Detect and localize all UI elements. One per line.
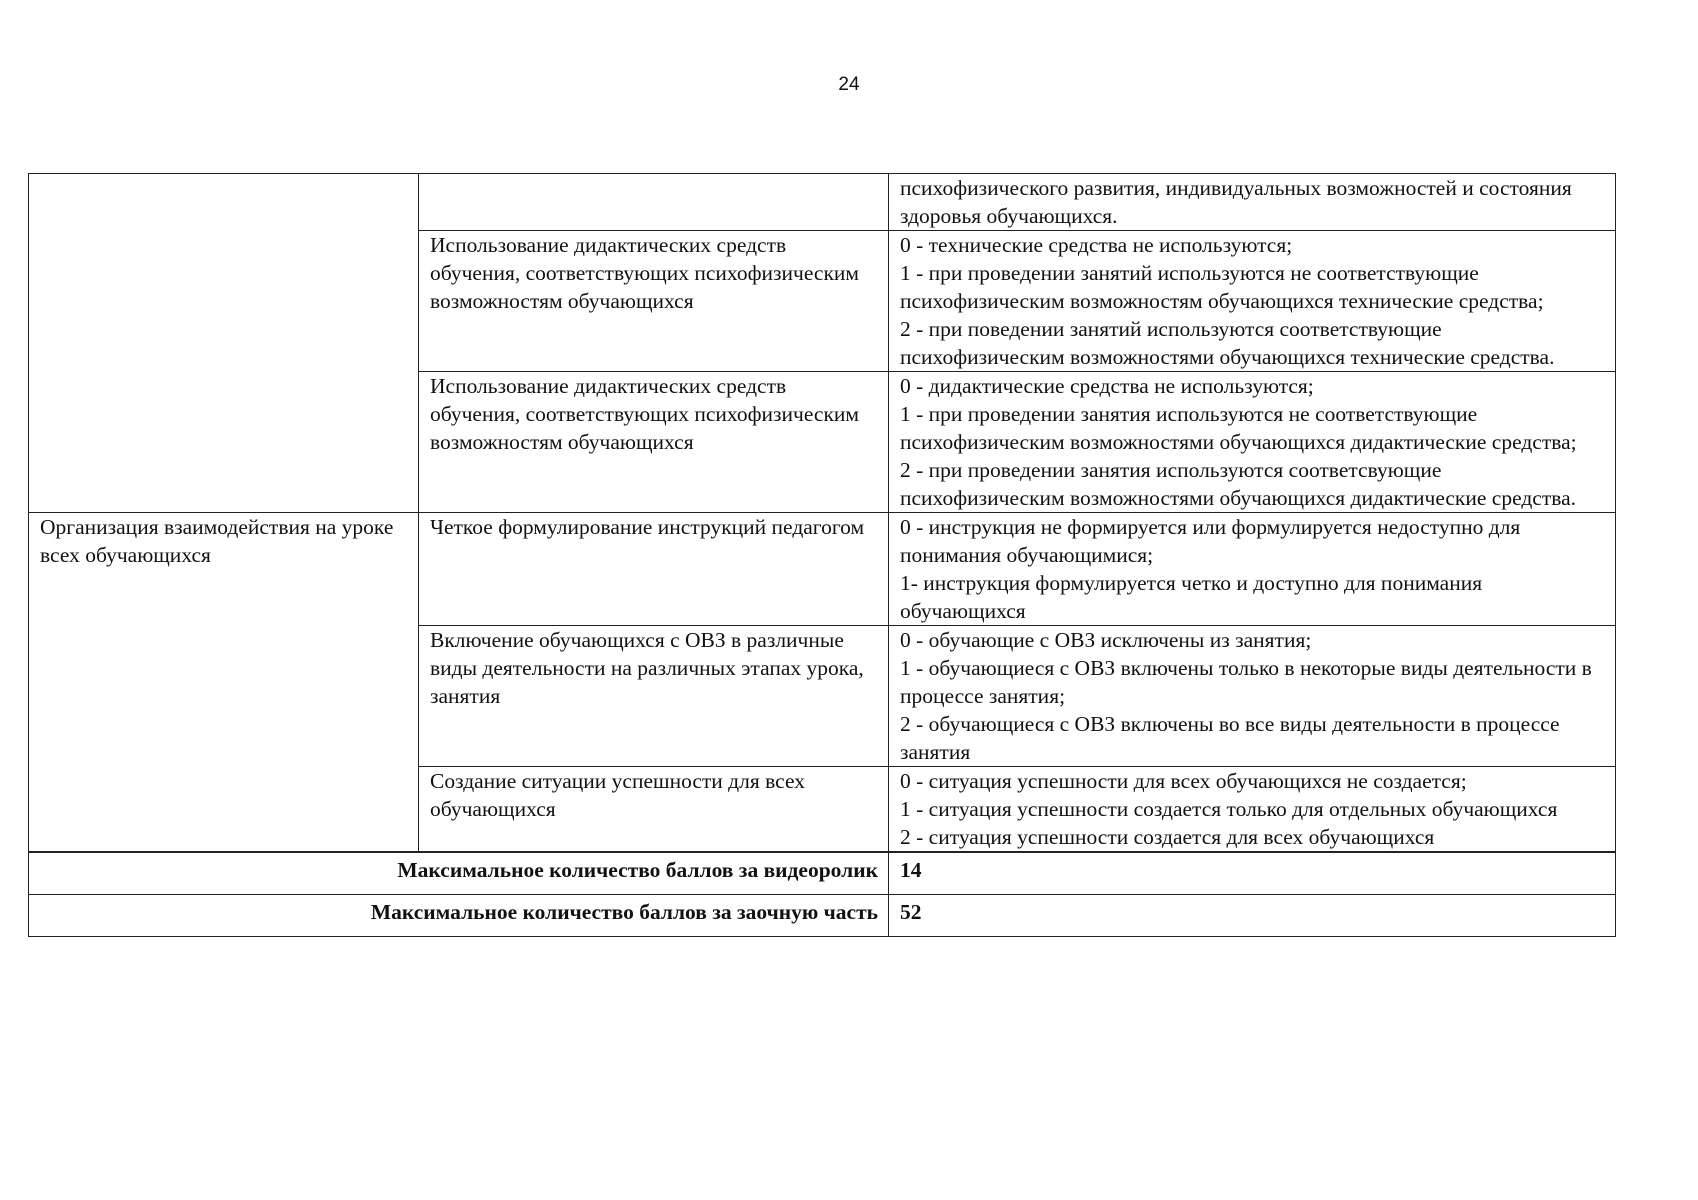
levels-cell [889,626,1616,767]
page-number: 24 [838,74,860,95]
level-text: 1- инструкция формулируется четко и доступно для понимания обучающихся [900,571,1483,623]
table-row [29,513,1616,626]
total-label-video: Максимальное количество баллов за видеоролик [29,852,889,895]
total-value-correspondence: 52 [889,895,1616,937]
table-row [29,174,1616,231]
criterion-cell: Использование дидактических средств обучения, соответствующих психофизическим возможностям обучающихся [419,372,889,513]
level-text: 1 - обучающиеся с ОВЗ включены только в некоторые виды деятельности в процессе занятия; [900,656,1592,708]
levels-cell [889,372,1616,513]
level-text: 0 - инструкция не формируется или формулируется недоступно для понимания обучающимися; [900,515,1521,567]
evaluation-criteria-table [28,173,1616,937]
total-value-video: 14 [889,852,1616,895]
criterion-cell: Использование дидактических средств обучения, соответствующих психофизическим возможностям обучающихся [419,231,889,372]
level-text: 0 - ситуация успешности для всех обучающихся не создается; [900,769,1467,793]
level-text: 1 - при проведении занятий используются не соответствующие психофизическим возможностям обучающихся технические средства; [900,261,1544,313]
criterion-cell: Включение обучающихся с ОВЗ в различные виды деятельности на различных этапах урока, занятия [419,626,889,767]
criterion-cell [419,174,889,231]
level-text: 2 - обучающиеся с ОВЗ включены во все виды деятельности в процессе занятия [900,712,1560,764]
levels-cell [889,174,1616,231]
total-label-correspondence: Максимальное количество баллов за заочную часть [29,895,889,937]
total-row-video [29,852,1616,895]
level-text: 0 - дидактические средства не используются; [900,374,1314,398]
level-text: 1 - при проведении занятия используются не соответствующие психофизическим возможностями обучающихся дидактические средства; [900,402,1577,454]
section-cell-empty [29,174,419,513]
level-text: 2 - при проведении занятия используются соответсвующие психофизическим возможностями обучающихся дидактические средства. [900,458,1577,510]
level-text: 2 - при поведении занятий используются соответствующие психофизическим возможностями обучающихся технические средства. [900,317,1555,369]
total-row-correspondence [29,895,1616,937]
levels-cell [889,767,1616,853]
level-text: 2 - ситуация успешности создается для всех обучающихся [900,825,1435,849]
section-title-cell: Организация взаимодействия на уроке всех обучающихся [29,513,419,853]
criterion-cell: Создание ситуации успешности для всех обучающихся [419,767,889,853]
level-text: 0 - технические средства не используются; [900,233,1293,257]
levels-cell [889,513,1616,626]
level-text: 0 - обучающие с ОВЗ исключены из занятия; [900,628,1312,652]
level-text: психофизического развития, индивидуальных возможностей и состояния здоровья обучающихся. [900,176,1572,228]
level-text: 1 - ситуация успешности создается только для отдельных обучающихся [900,797,1558,821]
levels-cell [889,231,1616,372]
criterion-cell: Четкое формулирование инструкций педагогом [419,513,889,626]
